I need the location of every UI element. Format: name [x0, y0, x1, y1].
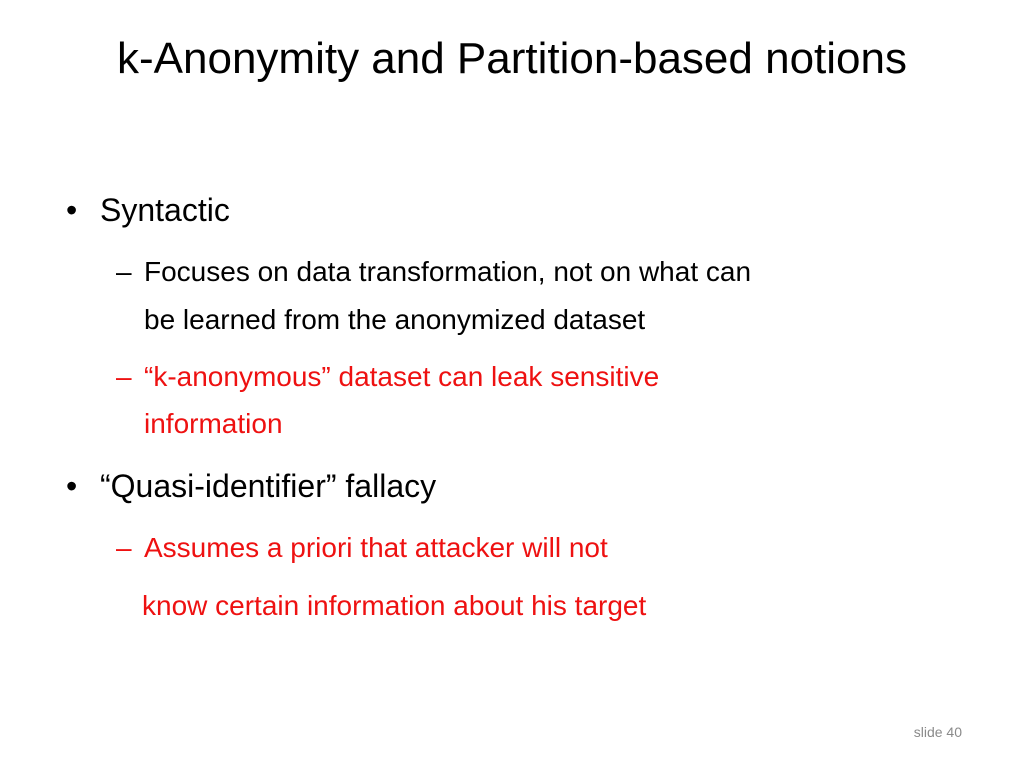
sub-bullet-focuses-line1: Focuses on data transformation, not on what can: [144, 256, 752, 287]
sub-bullet-assumes-line1: Assumes a priori that attacker will not: [144, 532, 608, 563]
slide-title: k-Anonymity and Partition-based notions: [117, 34, 907, 83]
bullet-marker: •: [66, 192, 78, 228]
sub-bullet-leak-line1: “k-anonymous” dataset can leak sensitive: [144, 361, 660, 392]
dash-marker: –: [116, 532, 132, 563]
sub-bullet-focuses-line2: be learned from the anonymized dataset: [144, 304, 646, 335]
bullet-quasi-identifier: “Quasi-identifier” fallacy: [100, 468, 437, 504]
slide-number: slide 40: [913, 724, 962, 740]
dash-marker: –: [116, 256, 132, 287]
bullet-marker: •: [66, 468, 78, 504]
sub-bullet-assumes-line2: know certain information about his target: [142, 590, 647, 621]
dash-marker: –: [116, 361, 132, 392]
bullet-syntactic: Syntactic: [100, 192, 230, 228]
sub-bullet-leak-line2: information: [144, 408, 283, 439]
